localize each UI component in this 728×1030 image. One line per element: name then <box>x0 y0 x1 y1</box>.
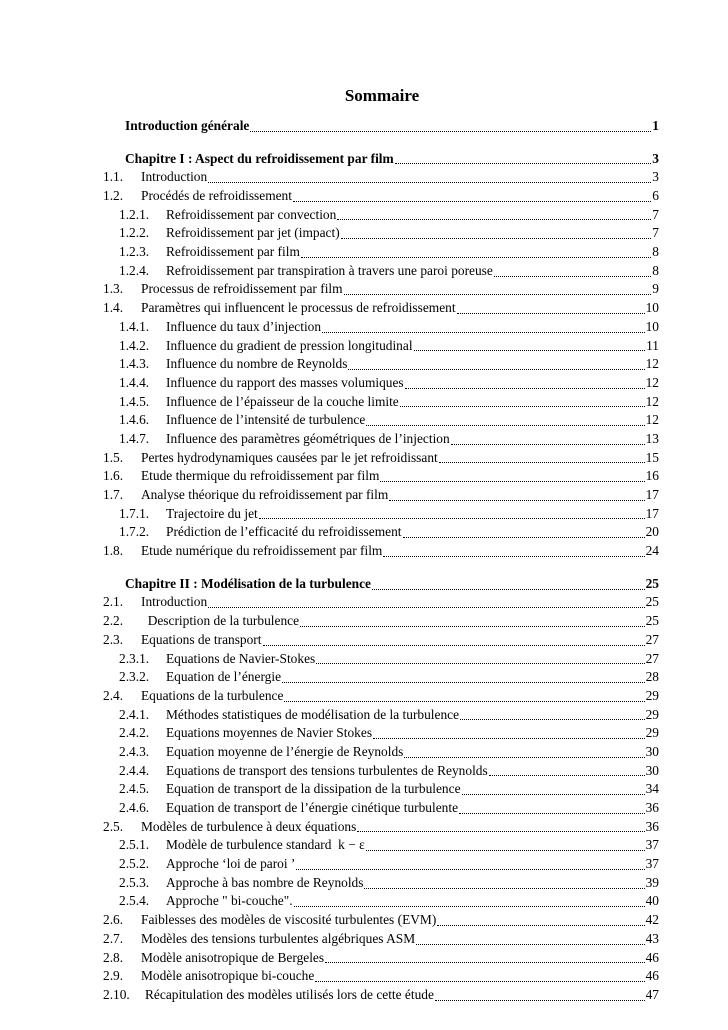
toc-dot-leader <box>259 518 645 519</box>
toc-entry-label: Modèle anisotropique bi-couche <box>141 968 315 984</box>
toc-entry-label: Influence des paramètres géométriques de l’injection <box>166 430 450 446</box>
toc-entry[interactable] <box>103 706 659 725</box>
toc-dot-leader <box>451 444 645 445</box>
toc-page-number: 46 <box>645 949 659 965</box>
toc-dot-leader <box>380 481 644 482</box>
toc-entry-label: Equation moyenne de l’énergie de Reynolds <box>166 743 404 759</box>
toc-entry[interactable] <box>103 430 659 449</box>
toc-entry-number: 2.8. <box>103 949 124 965</box>
toc-entry-number: 1.4.7. <box>119 430 150 446</box>
toc-entry-label: Chapitre II : Modélisation de la turbulence <box>125 575 371 591</box>
toc-entry-label: Refroidissement par film <box>166 244 300 260</box>
toc-entry-number: 2.6. <box>103 912 124 928</box>
toc-page-number: 16 <box>645 468 659 484</box>
toc-entry-label: Equations de la turbulence <box>141 687 284 703</box>
toc-entry[interactable] <box>103 318 659 337</box>
toc-page-number: 8 <box>652 244 659 260</box>
toc-entry[interactable] <box>103 523 659 542</box>
toc-entry-label: Modèle de turbulence standard k − ε <box>166 837 365 853</box>
toc-page-number: 10 <box>645 300 659 316</box>
toc-entry[interactable] <box>103 855 659 874</box>
toc-entry[interactable] <box>103 687 659 706</box>
toc-entry-number: 2.3. <box>103 631 124 647</box>
toc-entry[interactable] <box>103 486 659 505</box>
toc-entry-label: Récapitulation des modèles utilisés lors de cette étude <box>145 986 434 1002</box>
toc-entry[interactable] <box>103 262 659 281</box>
toc-page-number: 7 <box>652 225 659 241</box>
toc-dot-leader <box>460 719 645 720</box>
toc-page-number: 37 <box>645 856 659 872</box>
toc-entry[interactable] <box>103 874 659 893</box>
toc-page-number: 34 <box>645 781 659 797</box>
toc-dot-leader <box>459 813 645 814</box>
toc-entry-number: 1.4.6. <box>119 412 150 428</box>
toc-page-number: 15 <box>645 449 659 465</box>
toc-page-number: 6 <box>652 188 659 204</box>
toc-entry-label: Paramètres qui influencent le processus de refroidissement <box>141 300 456 316</box>
toc-page-number: 28 <box>645 669 659 685</box>
toc-entry-label: Modèles de turbulence à deux équations <box>141 818 357 834</box>
toc-entry-number: 1.7.1. <box>119 505 150 521</box>
toc-entry-number: 2.1. <box>103 594 124 610</box>
toc-entry[interactable] <box>103 650 659 669</box>
toc-entry-label: Equation de l’énergie <box>166 669 282 685</box>
toc-entry[interactable] <box>103 542 659 561</box>
toc-entry[interactable] <box>103 724 659 743</box>
toc-page-number: 43 <box>645 930 659 946</box>
toc-entry[interactable] <box>103 986 659 1005</box>
toc-entry-label: Introduction <box>141 169 208 185</box>
toc-entry[interactable] <box>103 893 659 912</box>
toc-entry[interactable] <box>103 187 659 206</box>
toc-entry-label: Refroidissement par convection <box>166 206 337 222</box>
toc-entry[interactable] <box>103 467 659 486</box>
toc-entry-number: 2.4.4. <box>119 762 150 778</box>
toc-page-number: 36 <box>645 818 659 834</box>
toc-page-number: 20 <box>645 524 659 540</box>
toc-dot-leader <box>395 163 652 164</box>
toc-dot-leader <box>457 313 645 314</box>
toc-entry[interactable] <box>103 168 659 187</box>
toc-entry-number: 1.4.2. <box>119 337 150 353</box>
toc-entry-label: Introduction <box>141 594 208 610</box>
toc-dot-leader <box>208 607 644 608</box>
toc-dot-leader <box>301 257 651 258</box>
toc-entry[interactable] <box>103 668 659 687</box>
toc-page-number: 8 <box>652 262 659 278</box>
toc-page-number: 46 <box>645 968 659 984</box>
toc-page-number: 29 <box>645 706 659 722</box>
toc-dot-leader <box>322 332 645 333</box>
toc-page-number: 36 <box>645 800 659 816</box>
toc-entry-number: 1.4.5. <box>119 393 150 409</box>
toc-entry-label: Equations de transport des tensions turbulentes de Reynolds <box>166 762 488 778</box>
toc-dot-leader <box>389 500 644 501</box>
toc-entry-label: Refroidissement par transpiration à travers une paroi poreuse <box>166 262 493 278</box>
toc-entry-number: 1.2.2. <box>119 225 150 241</box>
toc-entry[interactable] <box>103 631 659 650</box>
toc-dot-leader <box>315 981 644 982</box>
toc-page-number: 30 <box>645 743 659 759</box>
toc-entry-number: 1.7. <box>103 487 124 503</box>
toc-dot-leader <box>383 556 644 557</box>
page-title: Sommaire <box>344 86 420 105</box>
toc-entry-number: 2.5.3. <box>119 874 150 890</box>
toc-entry-label: Chapitre I : Aspect du refroidissement par film <box>125 150 394 166</box>
toc-entry[interactable] <box>103 930 659 949</box>
toc-entry[interactable] <box>103 355 659 374</box>
toc-entry-label: Influence de l’intensité de turbulence <box>166 412 366 428</box>
toc-entry-number: 2.9. <box>103 968 124 984</box>
toc-page-number: 12 <box>645 393 659 409</box>
toc-dot-leader <box>208 182 651 183</box>
toc-entry-number: 2.2. <box>103 613 124 629</box>
toc-entry-label: Equations de transport <box>141 631 262 647</box>
toc-entry-label: Introduction générale <box>125 117 250 133</box>
toc-entry[interactable] <box>103 206 659 225</box>
toc-page-number: 12 <box>645 356 659 372</box>
toc-dot-leader <box>494 276 651 277</box>
toc-entry-number: 2.4. <box>103 687 124 703</box>
toc-dot-leader <box>284 701 644 702</box>
toc-entry-number: 2.10. <box>103 986 130 1002</box>
toc-dot-leader <box>372 589 645 590</box>
toc-entry-number: 2.4.2. <box>119 725 150 741</box>
toc-entry[interactable] <box>103 780 659 799</box>
toc-dot-leader <box>404 757 644 758</box>
toc-entry-number: 1.4.4. <box>119 374 150 390</box>
toc-page-number: 37 <box>645 837 659 853</box>
toc-page-number: 13 <box>645 430 659 446</box>
toc-chapter-entry[interactable] <box>103 575 659 594</box>
toc-page-number: 12 <box>645 412 659 428</box>
toc-entry-number: 1.2.3. <box>119 244 150 260</box>
toc-page-number: 25 <box>645 613 659 629</box>
toc-entry[interactable] <box>103 374 659 393</box>
toc-dot-leader <box>282 682 645 683</box>
toc-dot-leader <box>416 944 645 945</box>
toc-page-number: 40 <box>645 893 659 909</box>
toc-entry-label: Influence de l’épaisseur de la couche limite <box>166 393 399 409</box>
toc-entry[interactable] <box>103 337 659 356</box>
toc-entry-number: 1.4.3. <box>119 356 150 372</box>
toc-entry-label: Pertes hydrodynamiques causées par le jet refroidissant <box>141 449 438 465</box>
toc-dot-leader <box>437 925 644 926</box>
toc-page-number: 25 <box>645 575 659 591</box>
toc-dot-leader <box>414 350 646 351</box>
toc-entry-number: 1.5. <box>103 449 124 465</box>
toc-entry-number: 2.5.4. <box>119 893 150 909</box>
toc-entry-label: Faiblesses des modèles de viscosité turbulentes (EVM) <box>141 912 437 928</box>
toc-entry-number: 2.4.3. <box>119 743 150 759</box>
toc-entry-number: 1.8. <box>103 543 124 559</box>
toc-page-number: 7 <box>652 206 659 222</box>
toc-dot-leader <box>348 369 644 370</box>
toc-entry[interactable] <box>103 836 659 855</box>
toc-entry-label: Etude thermique du refroidissement par film <box>141 468 380 484</box>
toc-entry-number: 2.7. <box>103 930 124 946</box>
toc-dot-leader <box>366 850 645 851</box>
toc-entry[interactable] <box>103 411 659 430</box>
toc-page-number: 42 <box>645 912 659 928</box>
toc-page-number: 17 <box>645 487 659 503</box>
toc-entry-number: 2.4.5. <box>119 781 150 797</box>
toc-entry[interactable] <box>103 949 659 968</box>
toc-entry-number: 1.7.2. <box>119 524 150 540</box>
toc-entry-label: Processus de refroidissement par film <box>141 281 343 297</box>
toc-entry-label: Approche à bas nombre de Reynolds <box>166 874 364 890</box>
toc-entry[interactable] <box>103 762 659 781</box>
toc-dot-leader <box>357 831 644 832</box>
toc-dot-leader <box>294 906 645 907</box>
toc-entry-number: 2.3.1. <box>119 650 150 666</box>
toc-chapter-entry[interactable] <box>103 150 659 169</box>
toc-page-number: 27 <box>645 631 659 647</box>
toc-entry-label: Etude numérique du refroidissement par film <box>141 543 383 559</box>
toc-dot-leader <box>300 626 645 627</box>
toc-dot-leader <box>366 425 644 426</box>
toc-entry-number: 1.4.1. <box>119 318 150 334</box>
table-of-contents <box>103 117 659 1005</box>
toc-entry-number: 1.2.4. <box>119 262 150 278</box>
toc-entry-number: 1.1. <box>103 169 124 185</box>
toc-dot-leader <box>344 294 652 295</box>
toc-entry-label: Méthodes statistiques de modélisation de la turbulence <box>166 706 460 722</box>
toc-dot-leader <box>405 388 645 389</box>
toc-entry[interactable] <box>103 299 659 318</box>
toc-dot-leader <box>263 645 645 646</box>
toc-entry-number: 1.2.1. <box>119 206 150 222</box>
toc-dot-leader <box>439 462 645 463</box>
toc-dot-leader <box>435 1000 645 1001</box>
toc-entry-label: Equations de Navier-Stokes <box>166 650 316 666</box>
toc-entry-number: 1.2. <box>103 188 124 204</box>
toc-chapter-entry[interactable] <box>103 117 659 136</box>
toc-entry[interactable] <box>103 449 659 468</box>
toc-page-number: 29 <box>645 725 659 741</box>
toc-page-number: 1 <box>652 117 659 133</box>
toc-dot-leader <box>337 219 651 220</box>
toc-entry-label: Influence du gradient de pression longitudinal <box>166 337 413 353</box>
toc-entry[interactable] <box>103 799 659 818</box>
toc-dot-leader <box>316 663 644 664</box>
toc-entry-number: 2.5. <box>103 818 124 834</box>
toc-entry-number: 2.5.2. <box>119 856 150 872</box>
toc-dot-leader <box>400 406 645 407</box>
toc-dot-leader <box>293 201 651 202</box>
toc-entry-label: Prédiction de l’efficacité du refroidissement <box>166 524 402 540</box>
toc-page-number: 9 <box>652 281 659 297</box>
toc-page-number: 29 <box>645 687 659 703</box>
toc-dot-leader <box>250 131 651 132</box>
toc-page-number: 11 <box>646 337 659 353</box>
toc-entry-label: Approche ‘loi de paroi ’ <box>166 856 296 872</box>
toc-entry-number: 1.6. <box>103 468 124 484</box>
toc-entry-number: 1.3. <box>103 281 124 297</box>
toc-entry[interactable] <box>103 281 659 300</box>
toc-page-number: 39 <box>645 874 659 890</box>
toc-page-number: 47 <box>645 986 659 1002</box>
toc-entry-label: Influence du nombre de Reynolds <box>166 356 348 372</box>
toc-entry-label: Approche " bi-couche". <box>166 893 293 909</box>
toc-entry[interactable] <box>103 818 659 837</box>
toc-dot-leader <box>341 238 652 239</box>
toc-page-number: 30 <box>645 762 659 778</box>
toc-page-number: 10 <box>645 318 659 334</box>
toc-entry[interactable] <box>103 243 659 262</box>
toc-entry[interactable] <box>103 612 659 631</box>
toc-page-number: 3 <box>652 150 659 166</box>
toc-entry[interactable] <box>103 224 659 243</box>
toc-entry-label: Equation de transport de l’énergie cinétique turbulente <box>166 800 459 816</box>
toc-entry-label: Refroidissement par jet (impact) <box>166 225 340 241</box>
toc-dot-leader <box>296 869 644 870</box>
toc-dot-leader <box>462 794 645 795</box>
toc-entry[interactable] <box>103 967 659 986</box>
toc-entry-number: 2.4.6. <box>119 800 150 816</box>
toc-entry[interactable] <box>103 911 659 930</box>
toc-entry-label: Description de la turbulence <box>141 613 300 629</box>
toc-page-number: 24 <box>645 543 659 559</box>
toc-page-number: 12 <box>645 374 659 390</box>
toc-entry-number: 2.4.1. <box>119 706 150 722</box>
toc-entry-number: 2.3.2. <box>119 669 150 685</box>
toc-entry-label: Equation de transport de la dissipation de la turbulence <box>166 781 461 797</box>
toc-entry-number: 1.4. <box>103 300 124 316</box>
toc-entry-label: Trajectoire du jet <box>166 505 258 521</box>
toc-entry-label: Influence du rapport des masses volumiques <box>166 374 404 390</box>
toc-entry[interactable] <box>103 393 659 412</box>
toc-page-number: 3 <box>652 169 659 185</box>
toc-entry-number: 2.5.1. <box>119 837 150 853</box>
toc-entry-label: Procédés de refroidissement <box>141 188 292 204</box>
toc-page-number: 27 <box>645 650 659 666</box>
toc-dot-leader <box>373 738 645 739</box>
toc-entry-label: Analyse théorique du refroidissement par film <box>141 487 389 503</box>
toc-entry-label: Equations moyennes de Navier Stokes <box>166 725 373 741</box>
toc-dot-leader <box>325 962 645 963</box>
toc-entry-label: Modèle anisotropique de Bergeles <box>141 949 325 965</box>
toc-dot-leader <box>403 537 645 538</box>
toc-entry-label: Modèles des tensions turbulentes algébriques ASM <box>141 930 416 946</box>
toc-page-number: 17 <box>645 505 659 521</box>
toc-page-number: 25 <box>645 594 659 610</box>
toc-dot-leader <box>489 775 645 776</box>
toc-dot-leader <box>364 888 644 889</box>
toc-entry[interactable] <box>103 743 659 762</box>
toc-entry[interactable] <box>103 505 659 524</box>
toc-entry-label: Influence du taux d’injection <box>166 318 322 334</box>
toc-entry[interactable] <box>103 594 659 613</box>
